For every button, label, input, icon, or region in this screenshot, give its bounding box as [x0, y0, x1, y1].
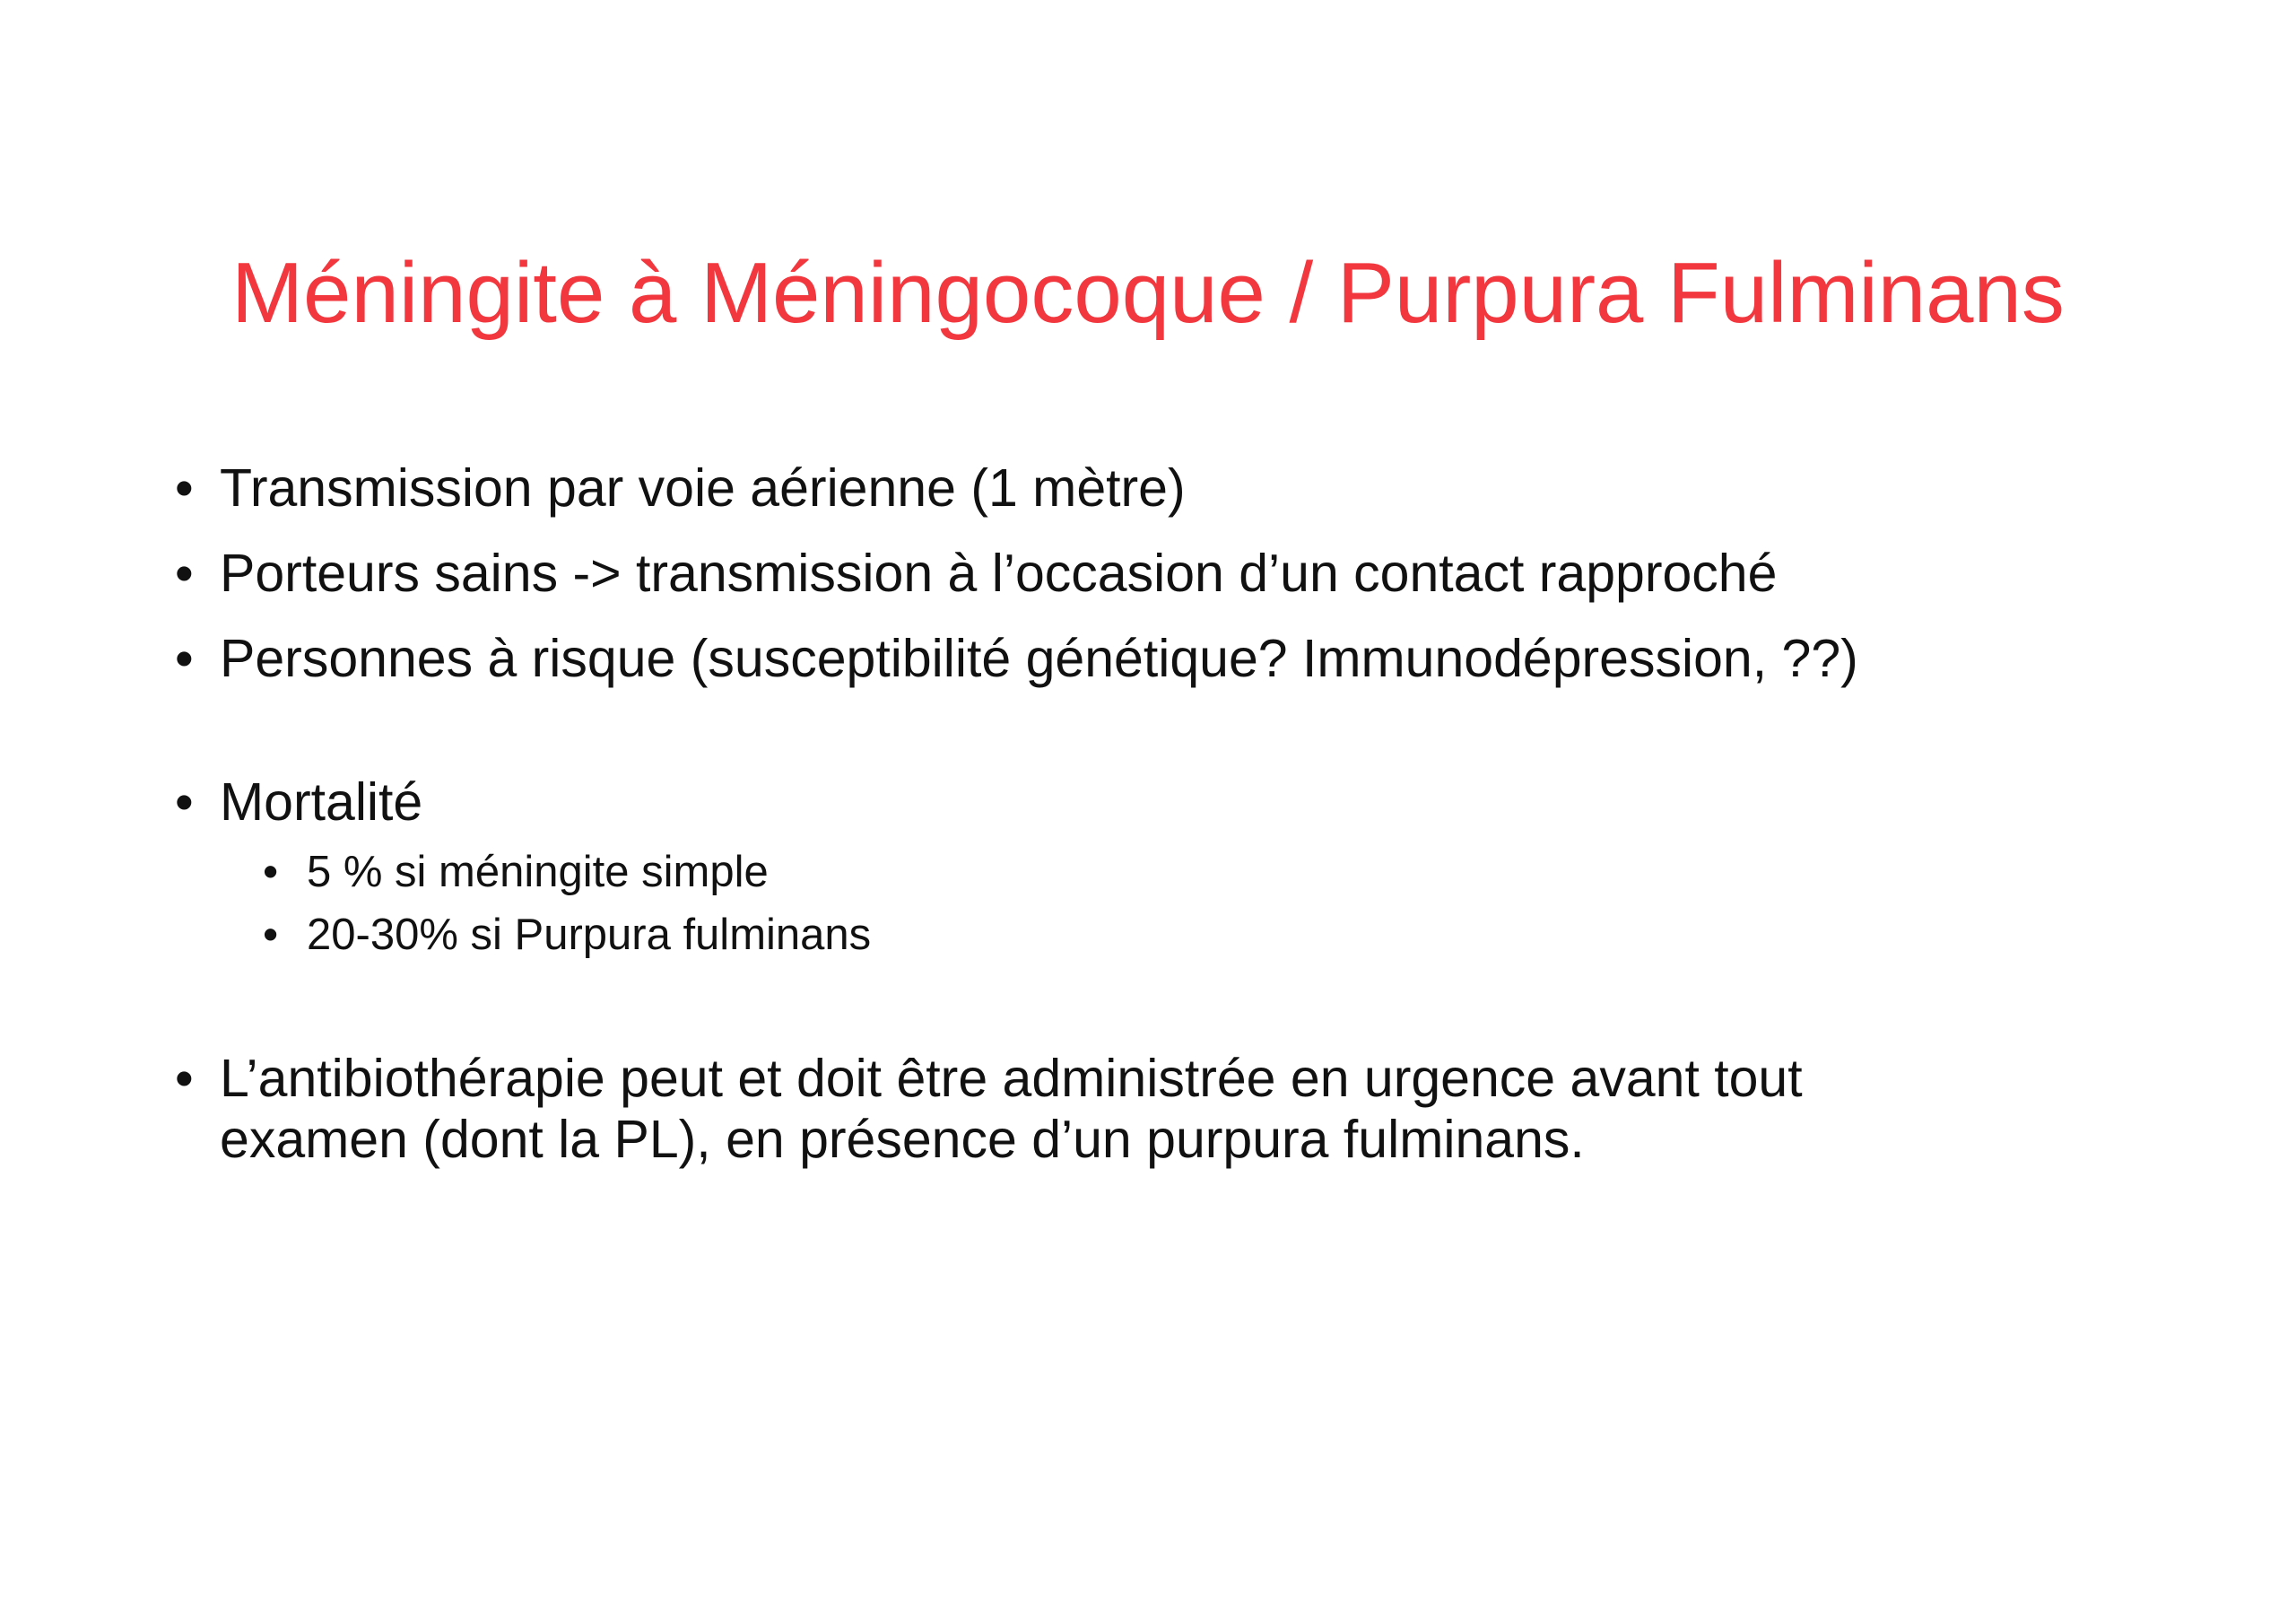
bullet-icon: • — [175, 772, 194, 832]
sub-bullet-icon: • — [263, 911, 279, 959]
bullet-text-line-2: examen (dont la PL), en présence d’un purpura fulminans. — [220, 1110, 1585, 1169]
slide-title: Méningite à Méningocoque / Purpura Fulminans — [231, 245, 2065, 341]
bullet-icon: • — [175, 1049, 194, 1108]
bullet-text: Porteurs sains -> transmission à l’occasion d’un contact rapproché — [220, 544, 1778, 603]
sub-bullet-text: 5 % si méningite simple — [307, 848, 769, 896]
sub-bullet-text: 20-30% si Purpura fulminans — [307, 911, 872, 959]
bullet-icon: • — [175, 544, 194, 603]
bullet-item — [175, 1048, 2202, 1170]
bullet-list — [175, 458, 2202, 1170]
sub-bullet-icon: • — [263, 848, 279, 896]
bullet-text: Transmission par voie aérienne (1 mètre) — [220, 458, 1186, 518]
bullet-text-line-1: L’antibiothérapie peut et doit être administrée en urgence avant tout — [220, 1049, 1803, 1108]
bullet-item — [175, 772, 2202, 833]
bullet-icon: • — [175, 458, 194, 518]
bullet-item — [175, 543, 2202, 604]
bullet-item — [175, 458, 2202, 519]
bullet-icon: • — [175, 629, 194, 688]
sub-bullet-item — [175, 845, 2202, 899]
bullet-text: Mortalité — [220, 772, 423, 832]
bullet-item — [175, 628, 2202, 689]
sub-bullet-item — [175, 908, 2202, 962]
bullet-text: Personnes à risque (susceptibilité génétique? Immunodépression, ??) — [220, 629, 1858, 688]
